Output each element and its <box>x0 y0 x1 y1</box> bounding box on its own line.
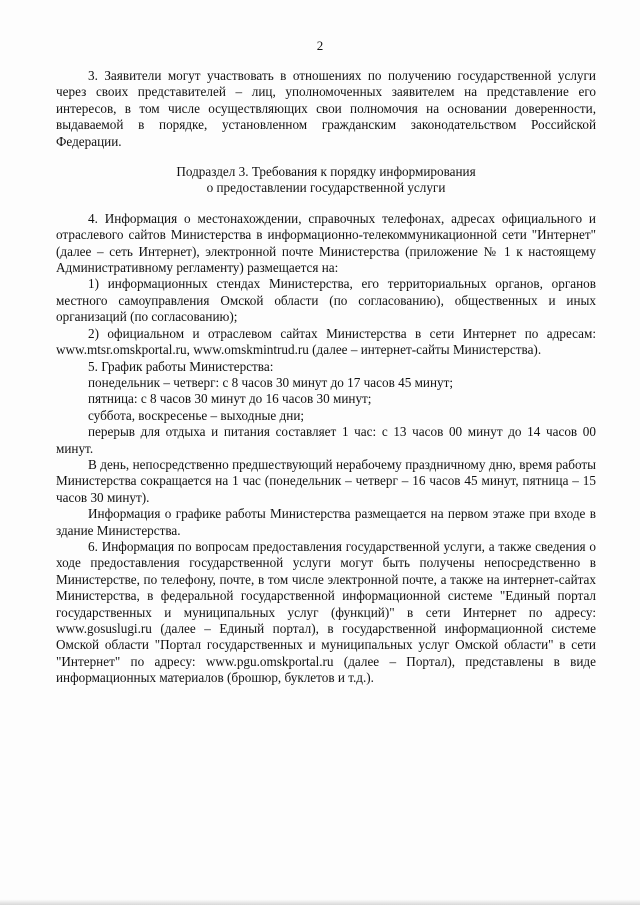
subsection-heading <box>56 164 596 197</box>
subsection-title-line-1: Подраздел 3. Требования к порядку информирования <box>176 164 476 180</box>
paragraph-3-representatives: 3. Заявители могут участвовать в отношениях по получению государственной услуги через своих представителей – лиц, уполномоченных заявителем на представление его интересов, в том числе осуществляющих свои полномочия на основании доверенности, выдаваемой в порядке, установленном гражданским законодательством Российской Федерации. <box>56 68 596 149</box>
schedule-mon-thu: понедельник – четверг: с 8 часов 30 минут до 17 часов 45 минут; <box>88 374 454 390</box>
schedule-fri: пятница: с 8 часов 30 минут до 16 часов 30 минут; <box>88 391 372 407</box>
paragraph-6-information-sources: 6. Информация по вопросам предоставления государственной услуги, а также сведения о ходе предоставления государственной услуги могут быть получены непосредственно в Министерстве, по телефону, почте, в том числе электронной почте, а также на интернет-сайтах Министерства, в федеральной государственной информационной системе "Единый портал государственных и муниципальных услуг (функций)" в сети Интернет по адресу: www.gosuslugi.ru (далее – Единый портал), в государственной информационной системе Омской области "Портал государственных и муниципальных услуг Омской области" в сети "Интернет" по адресу: www.pgu.omskportal.ru (далее – Портал), представлены в виде информационных материалов (брошюр, буклетов и т.д.). <box>56 538 596 686</box>
paragraph-5-schedule: 5. График работы Министерства: <box>88 358 274 374</box>
subsection-title-line-2: о предоставлении государственной услуги <box>206 180 446 196</box>
paragraph-4-item-2: 2) официальном и отраслевом сайтах Министерства в сети Интернет по адресам: www.mtsr.omskportal.ru, www.omskmintrud.ru (далее – интернет-сайты Министерства). <box>56 325 596 358</box>
schedule-weekend: суббота, воскресенье – выходные дни; <box>88 407 305 423</box>
schedule-pre-holiday: В день, непосредственно предшествующий нерабочему праздничному дню, время работы Министерства сокращается на 1 час (понедельник – четверг – 16 часов 45 минут, пятница – 15 часов 30 минут). <box>56 456 596 505</box>
schedule-break: перерыв для отдыха и питания составляет 1 час: с 13 часов 00 минут до 14 часов 00 минут. <box>56 424 596 456</box>
page-number: 2 <box>316 38 324 53</box>
paragraph-4-item-1: 1) информационных стендах Министерства, его территориальных органов, органов местного самоуправления Омской области (по согласованию), общественных и иных организаций (по согласованию); <box>56 276 596 325</box>
schedule-posting: Информация о графике работы Министерства размещается на первом этаже при входе в здание Министерства. <box>56 506 596 538</box>
paragraph-4-information: 4. Информация о местонахождении, справочных телефонах, адресах официального и отраслевого сайтов Министерства в информационно-телекоммуникационной сети "Интернет" (далее – сеть Интернет), электронной почте Министерства (приложение № 1 к настоящему Административному регламенту) размещается на: <box>56 210 596 276</box>
document-body <box>56 68 596 687</box>
scan-edge-shadow <box>0 899 640 905</box>
